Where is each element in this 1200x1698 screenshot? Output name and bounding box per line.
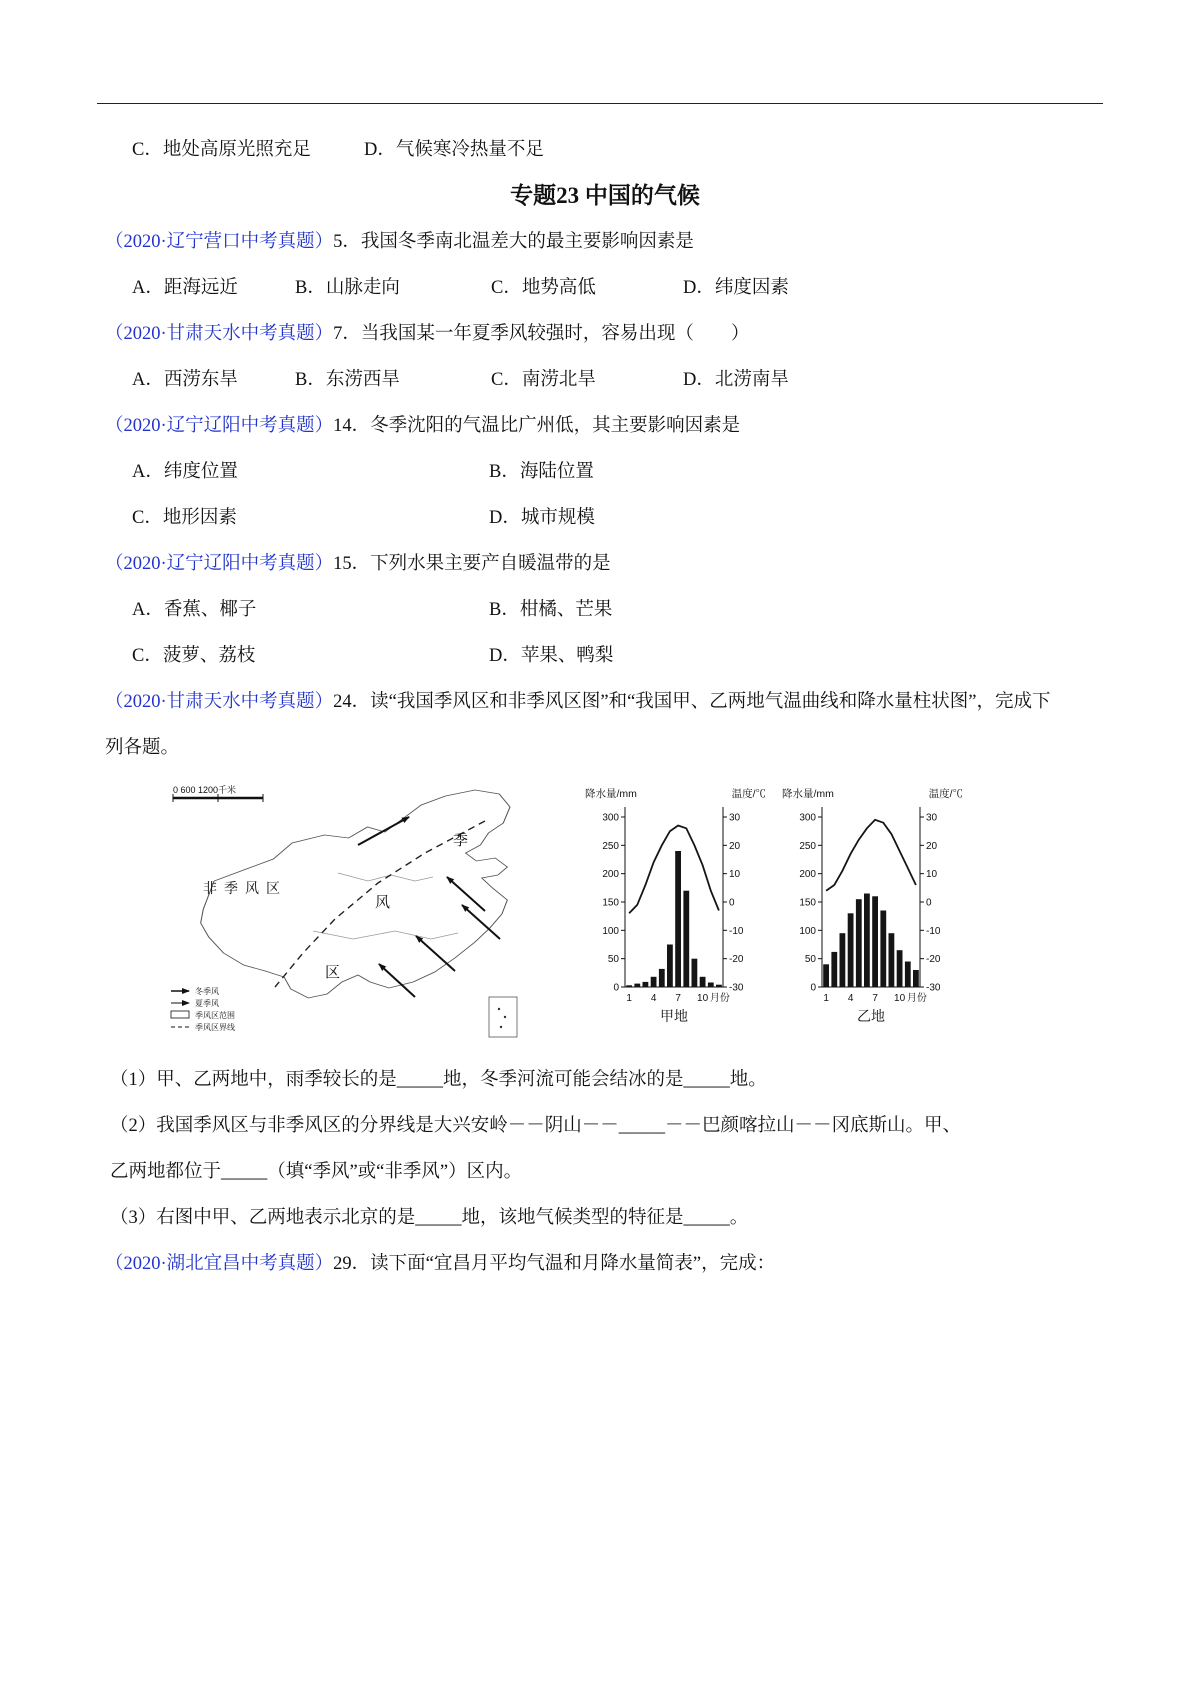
option-d: D．北涝南旱: [683, 370, 789, 390]
option-c: C．南涝北旱: [491, 370, 596, 390]
svg-text:-10: -10: [729, 925, 744, 937]
svg-text:10: 10: [697, 993, 709, 1004]
svg-text:季风区界线: 季风区界线: [195, 1023, 235, 1032]
option-d: D．苹果、鸭梨: [489, 646, 614, 666]
svg-text:250: 250: [602, 840, 619, 852]
option-b: B．柑橘、芒果: [489, 600, 613, 620]
svg-text:150: 150: [799, 897, 816, 909]
option-c: C．菠萝、荔枝: [132, 646, 256, 666]
svg-text:300: 300: [602, 812, 619, 824]
svg-text:10: 10: [894, 993, 906, 1004]
svg-text:-20: -20: [926, 954, 941, 966]
option-d: D．纬度因素: [683, 278, 789, 298]
question-24-figures: [163, 781, 1105, 1049]
svg-text:4: 4: [847, 993, 854, 1004]
svg-text:30: 30: [926, 812, 938, 824]
question-15-options-cd: [105, 633, 1105, 679]
label-monsoon-char-3: 区: [325, 965, 341, 981]
label-monsoon-char-2: 风: [375, 895, 391, 911]
subquestion-2: （2）我国季风区与非季风区的分界线是大兴安岭－－阴山－－_____－－巴颜喀拉山－－冈底斯山。甲、乙两地都位于_____（填“季风”或“非季风”）区内。: [110, 1116, 962, 1182]
monsoon-map-svg: [163, 781, 525, 1043]
option-b: B．山脉走向: [295, 278, 400, 298]
svg-text:50: 50: [607, 954, 619, 966]
svg-text:0: 0: [613, 982, 619, 994]
svg-text:100: 100: [602, 925, 619, 937]
option-c: C．地势高低: [491, 278, 596, 298]
question-7-text: 7．当我国某一年夏季风较强时，容易出现（ ）: [333, 324, 750, 344]
subquestion-3: （3）右图中甲、乙两地表示北京的是_____地，该地气候类型的特征是_____。: [110, 1208, 749, 1228]
figure-climate-chart-yi: [780, 781, 965, 1045]
legend-monsoon-boundary: [171, 1022, 235, 1032]
page-content: [105, 127, 1105, 1287]
svg-text:乙地: 乙地: [857, 1010, 885, 1025]
svg-text:150: 150: [602, 897, 619, 909]
svg-text:7: 7: [675, 993, 681, 1004]
svg-text:1: 1: [823, 993, 829, 1004]
question-15-options-ab: [105, 587, 1105, 633]
option-a: A．西涝东旱: [132, 370, 238, 390]
option-c: C．地形因素: [132, 508, 237, 528]
header-rule: [97, 103, 1103, 104]
option-c: C．地处高原光照充足: [132, 140, 311, 160]
option-a: A．纬度位置: [132, 462, 238, 482]
option-d: D．城市规模: [489, 508, 595, 528]
question-15-source: （2020·辽宁辽阳中考真题）: [105, 554, 334, 574]
map-scale-label: 0 600 1200千米: [173, 785, 237, 795]
svg-text:冬季风: 冬季风: [195, 987, 219, 996]
question-5-options: [105, 265, 1105, 311]
legend-summer-monsoon: [171, 998, 219, 1008]
svg-text:-20: -20: [729, 954, 744, 966]
south-china-sea-inset: [489, 997, 517, 1037]
svg-text:夏季风: 夏季风: [195, 999, 219, 1008]
svg-text:200: 200: [602, 869, 619, 881]
svg-text:7: 7: [872, 993, 878, 1004]
svg-text:250: 250: [799, 840, 816, 852]
question-14-source: （2020·辽宁辽阳中考真题）: [105, 416, 334, 436]
question-7-options: [105, 357, 1105, 403]
question-7-stem: [105, 311, 1105, 357]
svg-text:20: 20: [729, 840, 741, 852]
svg-text:-10: -10: [926, 925, 941, 937]
question-14-options-ab: [105, 449, 1105, 495]
legend-winter-monsoon: [171, 986, 219, 996]
question-24-text: 24．读“我国季风区和非季风区图”和“我国甲、乙两地气温曲线和降水量柱状图”，完成下列各题。: [105, 692, 1051, 758]
label-non-monsoon-region: 非季风区: [203, 882, 287, 897]
svg-text:降水量/mm: 降水量/mm: [782, 788, 834, 800]
svg-text:-30: -30: [926, 982, 941, 994]
svg-text:月份: 月份: [709, 993, 730, 1004]
option-a: A．距海远近: [132, 278, 238, 298]
svg-text:1: 1: [626, 993, 632, 1004]
svg-text:50: 50: [804, 954, 816, 966]
svg-text:300: 300: [799, 812, 816, 824]
question-29-source: （2020·湖北宜昌中考真题）: [105, 1254, 334, 1274]
svg-text:温度/℃: 温度/℃: [928, 788, 963, 800]
svg-text:季风区范围: 季风区范围: [195, 1011, 235, 1020]
question-15-text: 15．下列水果主要产自暖温带的是: [333, 554, 611, 574]
figure-monsoon-map: [163, 781, 525, 1049]
question-29-stem: [105, 1241, 1105, 1287]
previous-question-options: [105, 127, 1105, 173]
svg-text:0: 0: [729, 897, 735, 909]
svg-text:100: 100: [799, 925, 816, 937]
question-7-source: （2020·甘肃天水中考真题）: [105, 324, 334, 344]
svg-text:降水量/mm: 降水量/mm: [585, 788, 637, 800]
question-29-text: 29．读下面“宜昌月平均气温和月降水量简表”，完成：: [333, 1254, 776, 1274]
svg-text:0: 0: [810, 982, 816, 994]
question-24-source: （2020·甘肃天水中考真题）: [105, 692, 334, 712]
label-monsoon-char-1: 季: [453, 833, 469, 849]
question-24-stem: [105, 679, 1065, 771]
option-b: B．东涝西旱: [295, 370, 400, 390]
svg-text:甲地: 甲地: [660, 1010, 688, 1025]
question-5-text: 5．我国冬季南北温差大的最主要影响因素是: [333, 232, 694, 252]
svg-text:4: 4: [650, 993, 657, 1004]
svg-text:20: 20: [926, 840, 938, 852]
legend-monsoon-extent: [171, 1010, 235, 1020]
option-a: A．香蕉、椰子: [132, 600, 257, 620]
question-14-text: 14．冬季沈阳的气温比广州低，其主要影响因素是: [333, 416, 741, 436]
svg-text:温度/℃: 温度/℃: [731, 788, 766, 800]
question-5-source: （2020·辽宁营口中考真题）: [105, 232, 334, 252]
svg-text:月份: 月份: [906, 993, 927, 1004]
svg-text:10: 10: [729, 869, 741, 881]
svg-text:200: 200: [799, 869, 816, 881]
option-d: D．气候寒冷热量不足: [364, 140, 544, 160]
svg-text:10: 10: [926, 869, 938, 881]
question-5-stem: [105, 219, 1105, 265]
section-title: 专题23 中国的气候: [510, 183, 700, 208]
svg-text:0: 0: [926, 897, 932, 909]
question-14-stem: [105, 403, 1105, 449]
map-legend: [171, 986, 235, 1032]
map-scale-bar: [173, 784, 263, 802]
option-b: B．海陆位置: [489, 462, 594, 482]
question-14-options-cd: [105, 495, 1105, 541]
svg-text:30: 30: [729, 812, 741, 824]
figure-climate-chart-jia: [583, 781, 768, 1045]
svg-text:-30: -30: [729, 982, 744, 994]
subquestion-1: （1）甲、乙两地中，雨季较长的是_____地，冬季河流可能会结冰的是_____地。: [110, 1070, 767, 1090]
question-15-stem: [105, 541, 1105, 587]
